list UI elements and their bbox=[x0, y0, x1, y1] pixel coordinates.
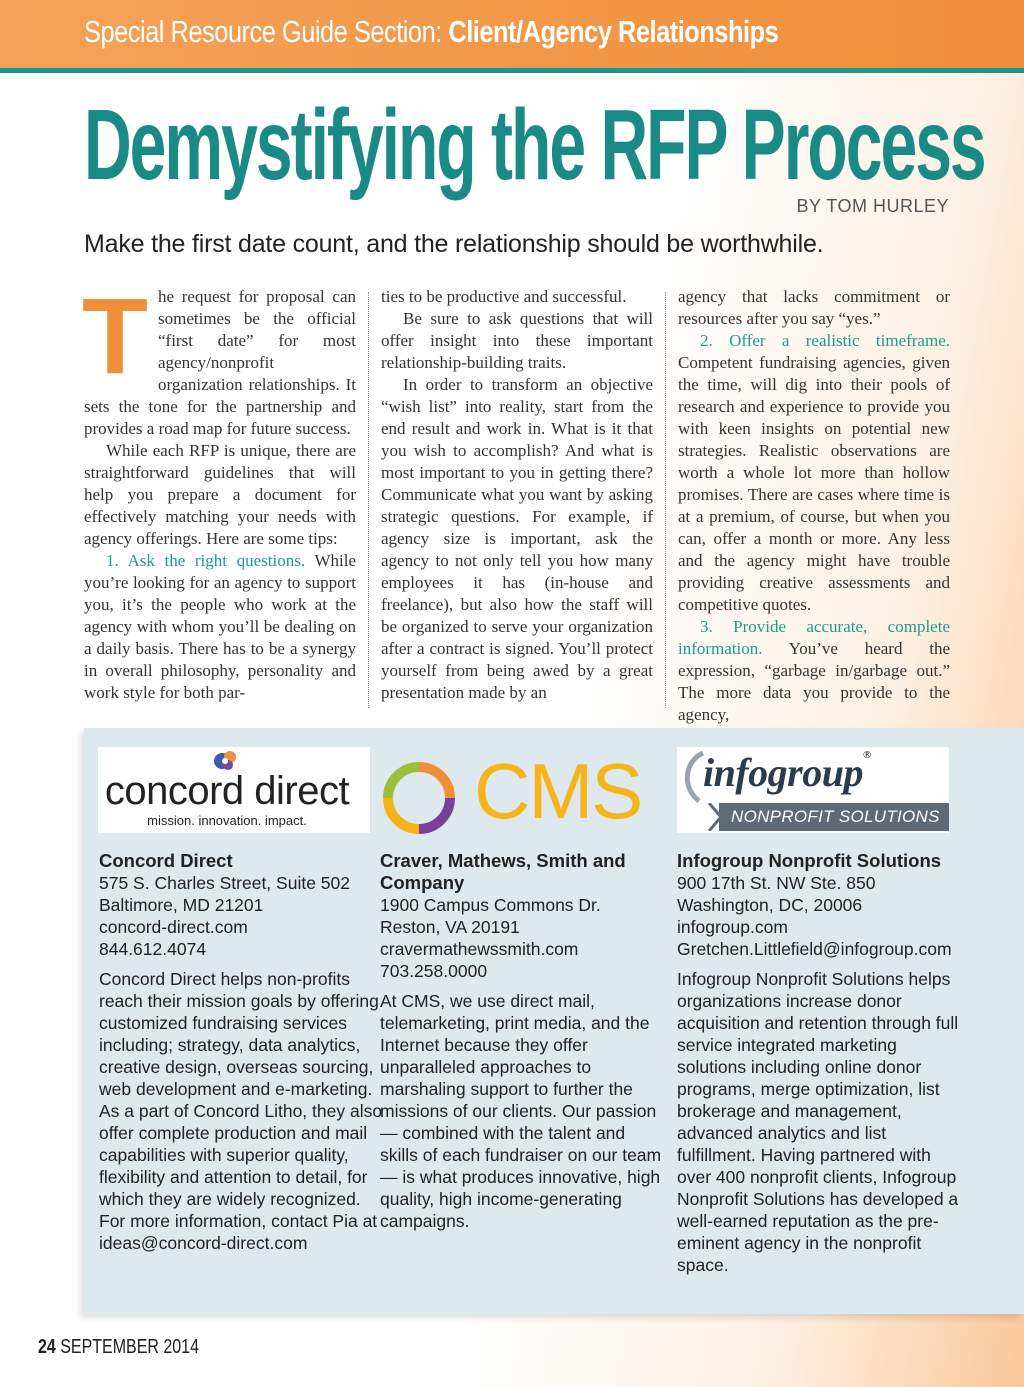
page-folio bbox=[38, 1336, 199, 1359]
paragraph: he request for proposal can sometimes be the official “first date” for most agency/nonprofit organization relationships. It sets the tone for the partnership and provides a road map for future success. bbox=[84, 287, 356, 438]
listing-phone: 844.612.4074 bbox=[99, 939, 207, 959]
drop-cap: T bbox=[82, 275, 148, 396]
listing-website: concord-direct.com bbox=[99, 917, 248, 937]
article-column-2 bbox=[381, 286, 653, 704]
article-column-3 bbox=[678, 286, 950, 726]
section-label: Special Resource Guide Section: bbox=[84, 14, 442, 49]
listing-address: 575 S. Charles Street, Suite 502 bbox=[99, 873, 350, 893]
listing-phone: 703.258.0000 bbox=[380, 961, 488, 981]
paragraph: In order to transform an objective “wish list” into reality, start from the end result and work in. What is it that you wish to accomplish? And what is most important to you in getting there? Communicate what you want by asking strategic questions. For example, if agency size is important, ask the agency to not only tell you how many employees it has (in-house and freelance), but also how the staff will be organized to serve your organization after a contract is signed. You’ll protect yourself from being awed by a great presentation made by an bbox=[381, 375, 653, 702]
section-topic: Client/Agency Relationships bbox=[448, 14, 779, 49]
listing-address: 1900 Campus Commons Dr. bbox=[380, 895, 601, 915]
listing-cms bbox=[380, 850, 664, 1232]
paragraph bbox=[84, 550, 356, 704]
concord-logo-tagline: mission. innovation. impact. bbox=[147, 813, 307, 828]
concord-logo-text: concord direct bbox=[104, 769, 350, 813]
listing-concord-direct bbox=[99, 850, 383, 1254]
column-divider bbox=[665, 292, 666, 708]
listing-city: Baltimore, MD 21201 bbox=[99, 895, 264, 915]
section-banner-text bbox=[84, 14, 778, 50]
article-column-1 bbox=[82, 275, 356, 704]
banner-rule bbox=[0, 68, 1024, 73]
registered-mark: ® bbox=[863, 749, 871, 761]
listing-description: Concord Direct helps non-profits reach their mission goals by offering customized fundraising services including; strategy, data analytics, creative design, overseas sourcing, web development and e-marketing. As a part of Concord Litho, they also offer complete production and mail capabilities with superior quality, flexibility and attention to detail, for which they are widely recognized. For more information, contact Pia at ideas@concord-direct.com bbox=[99, 969, 383, 1253]
tip-heading: 3. Provide accurate, complete information. bbox=[678, 617, 950, 658]
listing-contact bbox=[380, 894, 664, 982]
listing-address: 900 17th St. NW Ste. 850 bbox=[677, 873, 876, 893]
cms-ring-icon bbox=[380, 759, 458, 837]
concord-direct-logo bbox=[98, 747, 370, 833]
infogroup-logo-subtitle: NONPROFIT SOLUTIONS bbox=[719, 803, 949, 831]
article-deck: Make the first date count, and the relationship should be worthwhile. bbox=[84, 230, 824, 258]
paragraph bbox=[678, 330, 950, 616]
paragraph: ties to be productive and successful. bbox=[381, 287, 627, 306]
listing-contact bbox=[677, 872, 961, 960]
tip-heading: 1. Ask the right questions. bbox=[106, 551, 306, 570]
listing-description: Infogroup Nonprofit Solutions helps organizations increase donor acquisition and retention through full service integrated marketing solutions including online donor programs, merge optimization, list brokerage and management, advanced analytics and list fulfillment. Having partnered with over 400 nonprofit clients, Infogroup Nonprofit Solutions has developed a well-earned reputation as the pre-eminent agency in the nonprofit space. bbox=[677, 969, 959, 1275]
listing-name: Craver, Mathews, Smith and Company bbox=[380, 850, 626, 893]
column-divider bbox=[368, 292, 369, 708]
listing-name: Infogroup Nonprofit Solutions bbox=[677, 850, 942, 871]
paragraph: Be sure to ask questions that will offer insight into these important relationship-building traits. bbox=[381, 309, 653, 372]
tip-text: You’ve heard the expression, “garbage in/garbage out.” The more data you provide to the agency, bbox=[678, 639, 950, 724]
listing-email: Gretchen.Littlefield@infogroup.com bbox=[677, 939, 952, 959]
listing-name: Concord Direct bbox=[99, 850, 233, 871]
cms-logo bbox=[380, 747, 652, 833]
listing-city: Washington, DC, 20006 bbox=[677, 895, 863, 915]
issue-date: SEPTEMBER 2014 bbox=[60, 1336, 199, 1358]
infogroup-logo-text bbox=[703, 749, 871, 796]
cms-logo-text: CMS bbox=[474, 747, 642, 835]
tip-text: Competent fundraising agencies, given the time, will dig into their pools of research and experience to provide you with keen insights on potential new strategies. Realistic observations are worth a whole lot more than hollow promises. There are cases where time is at a premium, of course, but when you can, offer a month or more. Any less and the agency might have trouble providing creative assessments and competitive quotes. bbox=[678, 353, 950, 614]
listing-website: cravermathewssmith.com bbox=[380, 939, 579, 959]
page-number: 24 bbox=[38, 1336, 56, 1358]
infogroup-wordmark: infogroup bbox=[703, 750, 863, 795]
article-title: Demystifying the RFP Process bbox=[84, 89, 985, 201]
listing-city: Reston, VA 20191 bbox=[380, 917, 520, 937]
paragraph: While each RFP is unique, there are straightforward guidelines that will help you prepare a document for effectively matching your needs with agency offerings. Here are some tips: bbox=[84, 441, 356, 548]
listing-description: At CMS, we use direct mail, telemarketing, print media, and the Internet because they offer unparalleled approaches to marshaling support to further the missions of our clients. Our passion — combined with the talent and skills of each fundraiser on our team — is what produces innovative, high quality, high income-generating campaigns. bbox=[380, 991, 662, 1231]
infogroup-logo bbox=[677, 747, 949, 833]
listing-infogroup bbox=[677, 850, 961, 1276]
article-byline: BY TOM HURLEY bbox=[796, 196, 949, 216]
paragraph bbox=[678, 616, 950, 726]
paragraph: agency that lacks commitment or resources after you say “yes.” bbox=[678, 287, 950, 328]
tip-text: While you’re looking for an agency to support you, it’s the people who work at the agency with whom you’ll be dealing on a daily basis. There has to be a synergy in overall philosophy, personality and work style for both par- bbox=[84, 551, 356, 702]
listing-contact bbox=[99, 872, 383, 960]
tip-heading: 2. Offer a realistic timeframe. bbox=[700, 331, 950, 350]
listing-website: infogroup.com bbox=[677, 917, 788, 937]
